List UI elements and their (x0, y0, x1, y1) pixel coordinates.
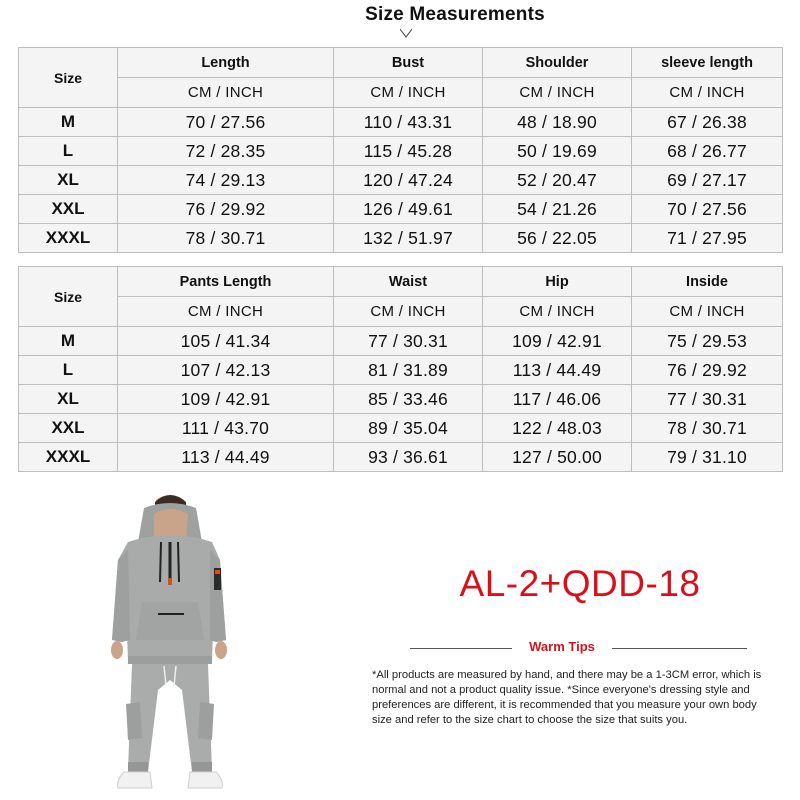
column-header: Bust (334, 48, 483, 78)
unit-label: CM / INCH (483, 297, 632, 327)
size-label: XXXL (19, 443, 118, 472)
table-cell: 70 / 27.56 (118, 108, 334, 137)
column-header: Length (118, 48, 334, 78)
table-cell: 105 / 41.34 (118, 327, 334, 356)
table-cell: 56 / 22.05 (483, 224, 632, 253)
column-header: Hip (483, 267, 632, 297)
table-cell: 120 / 47.24 (334, 166, 483, 195)
table-cell: 127 / 50.00 (483, 443, 632, 472)
table-cell: 113 / 44.49 (483, 356, 632, 385)
header-row (19, 267, 783, 297)
table-cell: 68 / 26.77 (632, 137, 783, 166)
table-cell: 89 / 35.04 (334, 414, 483, 443)
table-cell: 113 / 44.49 (118, 443, 334, 472)
size-label: XL (19, 385, 118, 414)
unit-label: CM / INCH (334, 78, 483, 108)
table-cell: 109 / 42.91 (118, 385, 334, 414)
size-header: Size (19, 48, 118, 108)
table-cell: 75 / 29.53 (632, 327, 783, 356)
table-row (19, 327, 783, 356)
table-row (19, 224, 783, 253)
size-label: L (19, 137, 118, 166)
bottom-size-table (18, 266, 783, 472)
table-cell: 52 / 20.47 (483, 166, 632, 195)
header-row (19, 48, 783, 78)
column-header: sleeve length (632, 48, 783, 78)
warm-tips-text: *All products are measured by hand, and there may be a 1-3CM error, which is normal and not a product quality issue. *Since everyone's dressing style and preferences are different, it is recommended that you measure your own body size and refer to the size chart to choose the size that suits you. (372, 669, 762, 726)
table-cell: 93 / 36.61 (334, 443, 483, 472)
caret-down-icon (400, 27, 412, 39)
table-cell: 107 / 42.13 (118, 356, 334, 385)
table-cell: 76 / 29.92 (632, 356, 783, 385)
divider-left (410, 648, 512, 649)
table-row (19, 166, 783, 195)
unit-row (19, 78, 783, 108)
unit-label: CM / INCH (118, 297, 334, 327)
unit-label: CM / INCH (483, 78, 632, 108)
size-label: XXL (19, 414, 118, 443)
divider-right (612, 648, 747, 649)
table-cell: 79 / 31.10 (632, 443, 783, 472)
table-cell: 85 / 33.46 (334, 385, 483, 414)
unit-label: CM / INCH (632, 297, 783, 327)
unit-label: CM / INCH (334, 297, 483, 327)
table-cell: 81 / 31.89 (334, 356, 483, 385)
warm-tips-title: Warm Tips (529, 639, 595, 654)
table-cell: 115 / 45.28 (334, 137, 483, 166)
table-row (19, 356, 783, 385)
table-cell: 78 / 30.71 (118, 224, 334, 253)
table-row (19, 385, 783, 414)
unit-row (19, 297, 783, 327)
table-cell: 111 / 43.70 (118, 414, 334, 443)
table-row (19, 443, 783, 472)
size-label: XL (19, 166, 118, 195)
table-row (19, 195, 783, 224)
table-cell: 54 / 21.26 (483, 195, 632, 224)
size-label: XXXL (19, 224, 118, 253)
table-cell: 132 / 51.97 (334, 224, 483, 253)
table-cell: 71 / 27.95 (632, 224, 783, 253)
table-cell: 69 / 27.17 (632, 166, 783, 195)
table-cell: 109 / 42.91 (483, 327, 632, 356)
top-size-table (18, 47, 783, 253)
column-header: Inside (632, 267, 783, 297)
table-cell: 72 / 28.35 (118, 137, 334, 166)
table-cell: 48 / 18.90 (483, 108, 632, 137)
table-row (19, 137, 783, 166)
column-header: Shoulder (483, 48, 632, 78)
table-row (19, 414, 783, 443)
size-label: M (19, 327, 118, 356)
size-label: L (19, 356, 118, 385)
product-code: AL-2+QDD-18 (459, 563, 701, 604)
page-title: Size Measurements (365, 4, 545, 25)
table-cell: 117 / 46.06 (483, 385, 632, 414)
table-cell: 78 / 30.71 (632, 414, 783, 443)
table-cell: 76 / 29.92 (118, 195, 334, 224)
table-row (19, 108, 783, 137)
table-cell: 50 / 19.69 (483, 137, 632, 166)
unit-label: CM / INCH (118, 78, 334, 108)
size-label: XXL (19, 195, 118, 224)
table-cell: 122 / 48.03 (483, 414, 632, 443)
table-cell: 74 / 29.13 (118, 166, 334, 195)
column-header: Pants Length (118, 267, 334, 297)
table-cell: 126 / 49.61 (334, 195, 483, 224)
size-header: Size (19, 267, 118, 327)
unit-label: CM / INCH (632, 78, 783, 108)
table-cell: 77 / 30.31 (632, 385, 783, 414)
size-label: M (19, 108, 118, 137)
column-header: Waist (334, 267, 483, 297)
table-cell: 67 / 26.38 (632, 108, 783, 137)
model-photo (98, 490, 238, 795)
table-cell: 110 / 43.31 (334, 108, 483, 137)
table-cell: 70 / 27.56 (632, 195, 783, 224)
table-cell: 77 / 30.31 (334, 327, 483, 356)
